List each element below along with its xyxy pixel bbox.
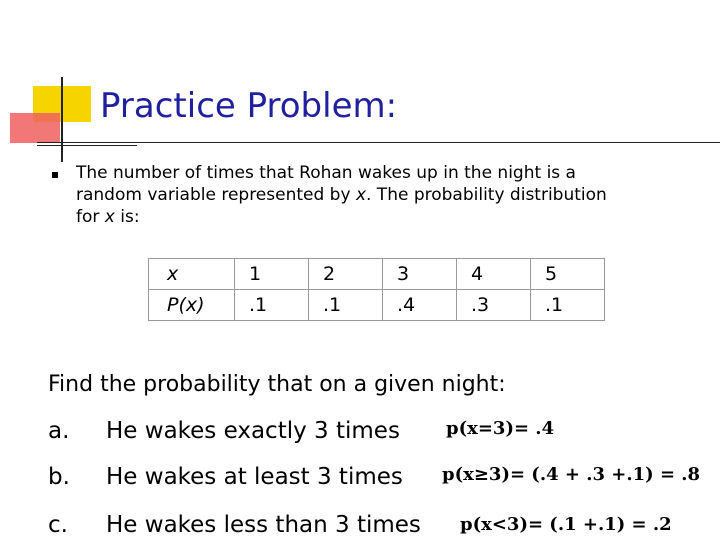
table-header-x: x: [149, 259, 235, 290]
problem-text: [76, 162, 636, 228]
probability-distribution-table: [148, 258, 605, 321]
part-a-text: He wakes exactly 3 times: [106, 418, 400, 444]
part-b-answer: p(x≥3)= (.4 + .3 +.1) = .8: [442, 464, 701, 485]
problem-line-2a: random variable represented by: [76, 185, 356, 205]
table-row-x: [149, 259, 605, 290]
table-cell-p: .1: [531, 290, 605, 321]
decorative-vertical-line: [61, 77, 63, 162]
table-cell-x: 1: [235, 259, 309, 290]
title-underline-accent: [37, 145, 137, 146]
part-b: [48, 464, 403, 490]
table-cell-x: 5: [531, 259, 605, 290]
question-text: Find the probability that on a given night:: [48, 372, 506, 397]
table-row-p: [149, 290, 605, 321]
table-cell-p: .4: [383, 290, 457, 321]
bullet-square-icon: [52, 172, 58, 178]
table-header-p: P(x): [149, 290, 235, 321]
part-c-letter: c.: [48, 512, 68, 538]
table-cell-x: 4: [457, 259, 531, 290]
problem-line-1: The number of times that Rohan wakes up in the night is a: [76, 163, 576, 183]
table-cell-p: .1: [235, 290, 309, 321]
table-cell-p: .1: [309, 290, 383, 321]
slide-title: Practice Problem:: [100, 86, 398, 126]
table-cell-p: .3: [457, 290, 531, 321]
title-underline: [37, 142, 720, 143]
problem-var-x: x: [355, 185, 366, 205]
part-a-letter: a.: [48, 418, 70, 444]
problem-var-x-2: x: [104, 207, 115, 227]
part-a: [48, 418, 400, 444]
part-b-text: He wakes at least 3 times: [106, 464, 403, 490]
part-c-text: He wakes less than 3 times: [106, 512, 421, 538]
problem-line-2b: . The probability distribution: [366, 185, 607, 205]
table-cell-x: 3: [383, 259, 457, 290]
part-c-answer: p(x<3)= (.1 +.1) = .2: [460, 514, 672, 535]
problem-line-3b: is:: [114, 207, 140, 227]
part-c: [48, 512, 421, 538]
decorative-red-square: [10, 113, 60, 143]
part-a-answer: p(x=3)= .4: [446, 418, 555, 439]
part-b-letter: b.: [48, 464, 70, 490]
problem-line-3a: for: [76, 207, 105, 227]
table-cell-x: 2: [309, 259, 383, 290]
